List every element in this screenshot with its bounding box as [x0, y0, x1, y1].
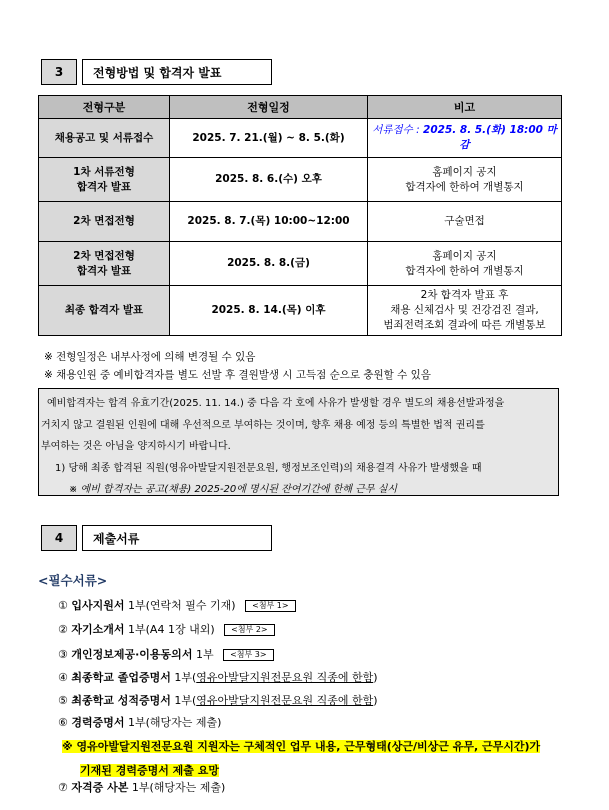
document-item [58, 780, 225, 796]
category-line: 2차 면접전형 [73, 249, 135, 262]
note-cell [368, 158, 562, 202]
document-item [58, 598, 296, 614]
experience-cert-notice [62, 735, 540, 780]
table-row [39, 202, 562, 242]
item-number: ② [58, 623, 68, 636]
item-detail-close: ) [373, 694, 378, 707]
category-cell: 최종 합격자 발표 [39, 286, 170, 336]
note-line: 합격자에 한하여 개별통지 [405, 264, 524, 277]
attachment-tag: <첨부 1> [245, 600, 296, 612]
note-cell: 구술면접 [368, 202, 562, 242]
document-item [58, 715, 221, 731]
item-detail: 1부(해당자는 제출) [124, 716, 222, 729]
note-line: 범죄전력조회 결과에 따른 개별통보 [383, 319, 546, 331]
item-detail: 1부(연락처 필수 기재) [124, 599, 236, 612]
note-prefix: 서류접수 : [372, 124, 424, 136]
item-title: 최종학교 졸업증명서 [71, 671, 171, 684]
required-docs-heading: <필수서류> [38, 573, 108, 588]
note-line: ※ 채용인원 중 예비합격자를 별도 선발 후 결원발생 시 고득점 순으로 충원할 수 있음 [44, 369, 431, 381]
document-item [58, 622, 275, 638]
category-line: 1차 서류전형 [73, 165, 135, 178]
item-detail: 1부(A4 1장 내외) [124, 623, 215, 636]
category-line: 합격자 발표 [76, 264, 132, 277]
item-title: 자격증 사본 [71, 781, 129, 794]
category-cell: 2차 면접전형 [39, 202, 170, 242]
note-line: 채용 신체검사 및 건강검진 결과, [390, 304, 539, 316]
section-title: 전형방법 및 합격자 발표 [82, 59, 272, 85]
note-line: 2차 합격자 발표 후 [420, 289, 509, 301]
category-cell [39, 242, 170, 286]
item-title: 경력증명서 [71, 716, 125, 729]
schedule-table [38, 95, 562, 336]
document-item [58, 647, 274, 663]
schedule-cell: 2025. 8. 8.(금) [170, 242, 368, 286]
info-line: ※ 예비 합격자는 공고(채용) 2025-20에 명시된 잔여기간에 한해 근무 실시 [69, 484, 398, 495]
note-cell [368, 286, 562, 336]
item-detail: 1부 [192, 648, 214, 661]
reserve-candidate-info-box [38, 388, 559, 496]
item-number: ③ [58, 648, 68, 661]
section-number: 4 [41, 525, 77, 551]
item-number: ④ [58, 671, 68, 684]
item-title: 입사지원서 [71, 599, 125, 612]
item-title: 자기소개서 [71, 623, 125, 636]
schedule-cell: 2025. 8. 7.(목) 10:00~12:00 [170, 202, 368, 242]
schedule-notes [44, 349, 431, 383]
item-number: ⑦ [58, 781, 68, 794]
schedule-cell: 2025. 8. 14.(목) 이후 [170, 286, 368, 336]
category-line: 합격자 발표 [76, 180, 132, 193]
note-line: 홈페이지 공지 [432, 165, 497, 178]
item-number: ① [58, 599, 68, 612]
section-number: 3 [41, 59, 77, 85]
item-title: 개인정보제공·이용동의서 [71, 648, 193, 661]
item-condition: 영유아발달지원전문요원 직종에 한함 [196, 671, 374, 684]
note-line: 홈페이지 공지 [432, 249, 497, 262]
column-header: 전형구분 [39, 96, 170, 119]
item-detail: 1부(해당자는 제출) [128, 781, 226, 794]
item-condition: 영유아발달지원전문요원 직종에 한함 [196, 694, 374, 707]
table-header-row [39, 96, 562, 119]
schedule-cell: 2025. 8. 6.(수) 오후 [170, 158, 368, 202]
attachment-tag: <첨부 2> [224, 624, 275, 636]
note-line: ※ 전형일정은 내부사정에 의해 변경될 수 있음 [44, 351, 256, 363]
table-row [39, 158, 562, 202]
table-row [39, 242, 562, 286]
note-cell [368, 242, 562, 286]
info-line: 부여하는 것은 아님을 양지하시기 바랍니다. [41, 441, 231, 452]
note-cell [368, 119, 562, 158]
info-line: 거치지 않고 결원된 인원에 대해 우선적으로 부여하는 것이며, 향후 채용 예정 등의 특별한 법적 권리를 [41, 419, 485, 431]
item-detail-close: ) [373, 671, 378, 684]
highlight-line: ※ 영유아발달지원전문요원 지원자는 구체적인 업무 내용, 근무형태(상근/비상근 유무, 근무시간)가 [62, 740, 541, 753]
category-cell: 채용공고 및 서류접수 [39, 119, 170, 158]
item-number: ⑤ [58, 694, 68, 707]
highlight-line: 기재된 경력증명서 제출 요망 [80, 764, 219, 777]
attachment-tag: <첨부 3> [223, 649, 274, 661]
note-line: 합격자에 한하여 개별통지 [405, 180, 524, 193]
section-4-header [41, 525, 272, 551]
schedule-cell: 2025. 7. 21.(월) ~ 8. 5.(화) [170, 119, 368, 158]
info-line: 예비합격자는 합격 유효기간(2025. 11. 14.) 중 다음 각 호에 사유가 발생할 경우 별도의 채용선발과정을 [47, 398, 505, 409]
item-detail: 1부( [170, 671, 197, 684]
section-3-header [41, 59, 272, 85]
category-cell [39, 158, 170, 202]
table-row [39, 286, 562, 336]
item-number: ⑥ [58, 716, 68, 729]
info-line: 1) 당해 최종 합격된 직원(영유아발달지원전문요원, 행정보조인력)의 채용결격 사유가 발생했을 때 [55, 462, 482, 474]
document-item [58, 693, 378, 709]
section-title: 제출서류 [82, 525, 272, 551]
note-deadline: 2025. 8. 5.(화) 18:00 마감 [423, 124, 557, 151]
item-title: 최종학교 성적증명서 [71, 694, 171, 707]
table-row [39, 119, 562, 158]
document-item [58, 670, 378, 686]
item-detail: 1부( [170, 694, 197, 707]
column-header: 전형일정 [170, 96, 368, 119]
column-header: 비고 [368, 96, 562, 119]
